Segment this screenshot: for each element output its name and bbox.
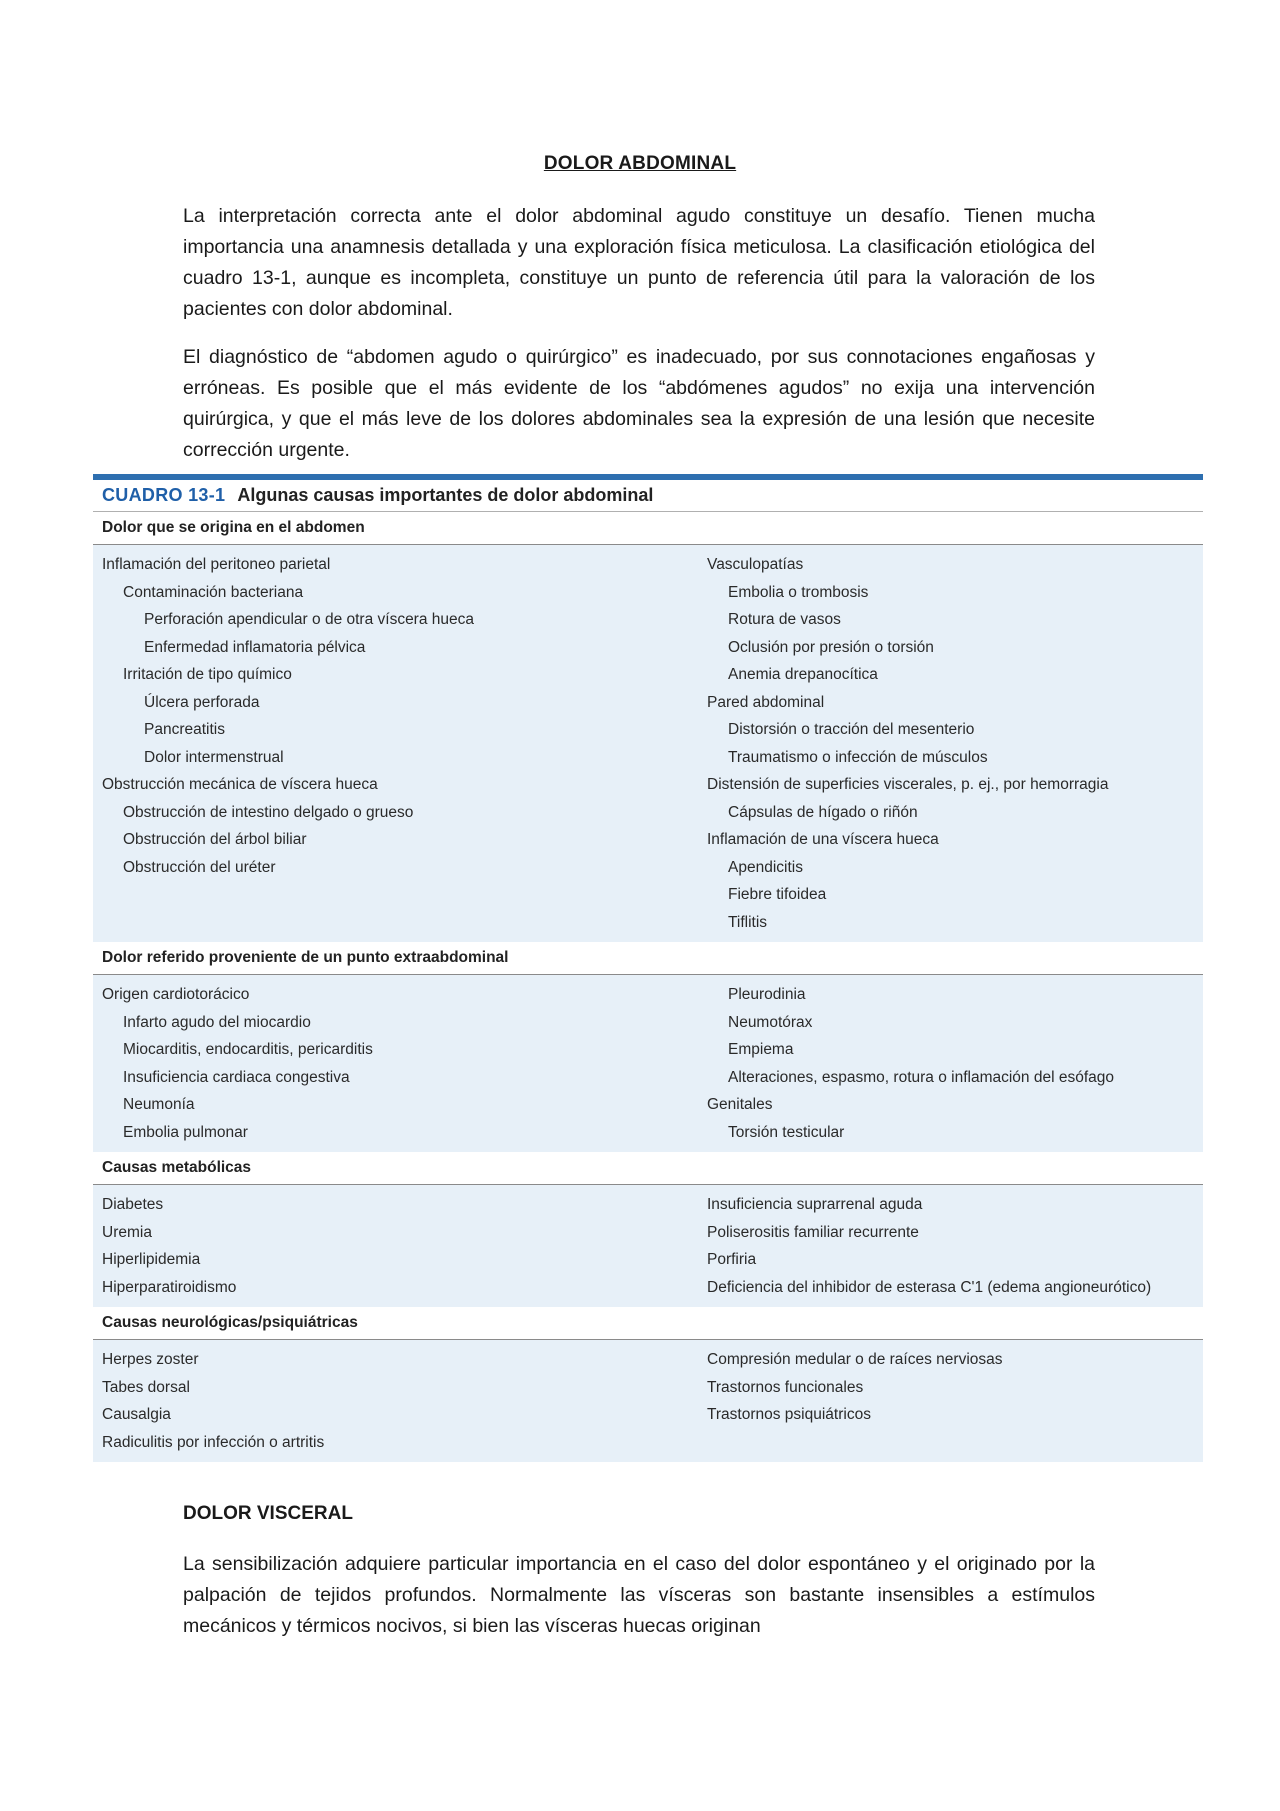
table-row: Herpes zoster	[102, 1351, 199, 1368]
table-row: Traumatismo o infección de músculos	[728, 748, 988, 766]
table-row: Pared abdominal	[707, 693, 825, 711]
table-row: Obstrucción de intestino delgado o grueso	[123, 803, 414, 821]
table-section-body	[93, 975, 1203, 1152]
table-row: Inflamación de una víscera hueca	[707, 831, 939, 848]
table-row: Vasculopatías	[707, 556, 804, 573]
table-row: Obstrucción del árbol biliar	[123, 831, 307, 848]
table-row: Pancreatitis	[144, 721, 225, 738]
table-column-right	[698, 1346, 1203, 1456]
table-row: Fiebre tifoidea	[728, 886, 827, 903]
table-column-left	[93, 551, 698, 936]
table-row: Insuficiencia cardiaca congestiva	[123, 1068, 350, 1086]
table-row: Genitales	[707, 1096, 773, 1113]
table-section-header: Dolor que se origina en el abdomen	[93, 512, 1203, 545]
table-row: Tiflitis	[728, 913, 768, 931]
table-row: Dolor intermenstrual	[144, 748, 284, 766]
table-row: Trastornos funcionales	[707, 1378, 864, 1396]
table-row: Causalgia	[102, 1406, 171, 1423]
table-row: Apendicitis	[728, 858, 803, 876]
table-row: Contaminación bacteriana	[123, 583, 304, 601]
table-column-left	[93, 1346, 698, 1456]
table-row: Embolia pulmonar	[123, 1123, 248, 1141]
table-row: Irritación de tipo químico	[123, 666, 292, 683]
table-row: Diabetes	[102, 1196, 164, 1213]
intro-paragraph-2: El diagnóstico de “abdomen agudo o quirúrgico” es inadecuado, por sus connotaciones engañosas y erróneas. Es posible que el más evidente de los “abdómenes agudos” no exija una intervención quirúrgica, y que el más leve de los dolores abdominales sea la expresión de una lesión que necesite corrección urgente.	[183, 346, 1095, 461]
table-row: Oclusión por presión o torsión	[728, 638, 934, 656]
table-section-body	[93, 1340, 1203, 1462]
table-row: Enfermedad inflamatoria pélvica	[144, 638, 366, 656]
table-row: Miocarditis, endocarditis, pericarditis	[123, 1041, 373, 1058]
table-row: Alteraciones, espasmo, rotura o inflamación del esófago	[728, 1068, 1114, 1086]
table-title	[93, 480, 1203, 512]
table-row: Compresión medular o de raíces nerviosas	[707, 1351, 1003, 1368]
table-row: Hiperlipidemia	[102, 1251, 201, 1268]
table-row: Radiculitis por infección o artritis	[102, 1433, 325, 1451]
table-row: Trastornos psiquiátricos	[707, 1406, 871, 1423]
table-row: Insuficiencia suprarrenal aguda	[707, 1196, 923, 1213]
visceral-paragraph: La sensibilización adquiere particular importancia en el caso del dolor espontáneo y el originado por la palpación de tejidos profundos. Normalmente las vísceras son bastante insensibles a estímulos mecánicos y térmicos nocivos, si bien las vísceras huecas originan	[183, 1553, 1095, 1637]
table-caption: Algunas causas importantes de dolor abdominal	[237, 485, 654, 505]
table-row: Anemia drepanocítica	[728, 666, 878, 683]
intro-paragraph-1: La interpretación correcta ante el dolor abdominal agudo constituye un desafío. Tienen mucha importancia una anamnesis detallada y una exploración física meticulosa. La clasificación etiológica del cuadro 13-1, aunque es incompleta, constituye un punto de referencia útil para la valoración de los pacientes con dolor abdominal.	[183, 205, 1095, 320]
table-column-left	[93, 981, 698, 1146]
table-section-header: Causas neurológicas/psiquiátricas	[93, 1307, 1203, 1340]
table-row: Empiema	[728, 1041, 794, 1058]
table-row: Úlcera perforada	[144, 693, 260, 711]
table-row: Hiperparatiroidismo	[102, 1278, 237, 1296]
table-column-right	[698, 1191, 1203, 1301]
table-code: CUADRO 13-1	[102, 485, 226, 505]
table-row: Porfiria	[707, 1251, 757, 1268]
table-column-right	[698, 981, 1203, 1146]
table-sections	[93, 512, 1203, 1462]
table-row: Origen cardiotorácico	[102, 986, 250, 1003]
causes-table	[93, 474, 1203, 1462]
table-row: Distorsión o tracción del mesenterio	[728, 721, 975, 738]
document-title: DOLOR ABDOMINAL	[543, 153, 737, 174]
table-row: Infarto agudo del miocardio	[123, 1013, 311, 1031]
table-row: Tabes dorsal	[102, 1378, 190, 1396]
table-row: Uremia	[102, 1223, 152, 1241]
table-row: Obstrucción del uréter	[123, 858, 276, 876]
table-row: Pleurodinia	[728, 986, 806, 1003]
table-row: Neumonía	[123, 1096, 195, 1113]
table-row: Perforación apendicular o de otra víscera hueca	[144, 611, 475, 628]
table-section-header: Dolor referido proveniente de un punto extraabdominal	[93, 942, 1203, 975]
table-row: Torsión testicular	[728, 1123, 845, 1141]
table-row: Deficiencia del inhibidor de esterasa C'1 (edema angioneurótico)	[707, 1278, 1152, 1296]
table-column-left	[93, 1191, 698, 1301]
table-row: Inflamación del peritoneo parietal	[102, 556, 331, 573]
section-heading-visceral: DOLOR VISCERAL	[183, 1503, 353, 1524]
table-row: Obstrucción mecánica de víscera hueca	[102, 776, 378, 793]
table-column-right	[698, 551, 1203, 936]
table-row: Poliserositis familiar recurrente	[707, 1223, 919, 1241]
table-section-header: Causas metabólicas	[93, 1152, 1203, 1185]
table-row: Cápsulas de hígado o riñón	[728, 803, 918, 821]
table-section-body	[93, 1185, 1203, 1307]
table-row: Neumotórax	[728, 1013, 813, 1031]
table-row: Embolia o trombosis	[728, 583, 869, 601]
table-row: Distensión de superficies viscerales, p. ej., por hemorragia	[707, 776, 1109, 793]
table-row: Rotura de vasos	[728, 611, 841, 628]
table-section-body	[93, 545, 1203, 942]
